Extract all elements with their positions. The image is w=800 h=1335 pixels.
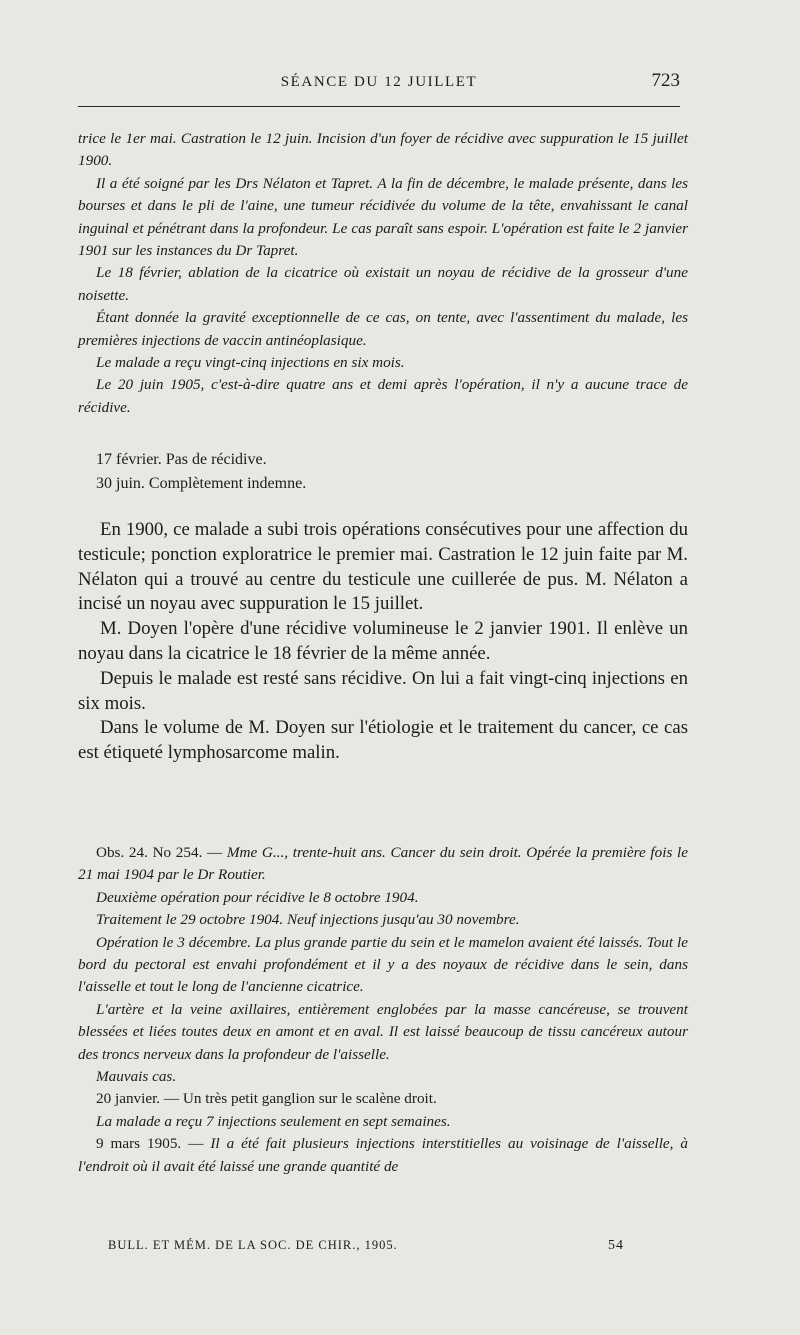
running-title: SÉANCE DU 12 JUILLET xyxy=(280,74,478,90)
case-paragraph: Le 18 février, ablation de la cicatrice où existait un noyau de récidive de la grosseur d'une noisette. xyxy=(78,264,688,304)
entry-text: Un très petit ganglion sur le scalène droit. xyxy=(182,1090,437,1108)
signature-mark: 54 xyxy=(608,1238,624,1253)
observation-entry xyxy=(78,1088,688,1110)
case-paragraph: Il a été soigné par les Drs Nélaton et Tapret. A la fin de décembre, le malade présente, dans les bourses et dans le pli de l'aine, une tumeur récidivée du volume de la tête, envahissant le canal inguinal et pénétrant dans la profondeur. Le cas paraît sans espoir. L'opération est faite le 2 janvier 1901 sur les instances du Dr Tapret. xyxy=(78,174,688,260)
observation-label: Obs. 24. No 254. — xyxy=(96,844,223,861)
publication-line: BULL. ET MÉM. DE LA SOC. DE CHIR., 1905. xyxy=(108,1238,398,1252)
observation-entry xyxy=(78,1133,688,1178)
observation-intro: Mme G..., trente-huit ans. Cancer du sein droit. Opérée la première fois le 21 mai 1904 par le Dr Routier. xyxy=(78,844,688,884)
case-paragraph: Étant donnée la gravité exceptionnelle de ce cas, on tente, avec l'assentiment du malade, les premières injections de vaccin antinéoplasique. xyxy=(78,309,688,349)
case-continued xyxy=(78,128,688,419)
followup-line: 17 février. Pas de récidive. xyxy=(96,451,267,468)
commentary xyxy=(78,518,688,766)
commentary-paragraph: M. Doyen l'opère d'une récidive volumineuse le 2 janvier 1901. Il enlève un noyau dans la cicatrice le 18 février de la même année. xyxy=(78,618,688,664)
observation-paragraph: L'artère et la veine axillaires, entièrement englobées par la masse cancéreuse, se trouvent blessées et liées toutes deux en amont et en aval. Il est laissé beaucoup de tissu cancéreux autour des troncs nerveux dans la profondeur de l'aisselle. xyxy=(78,1000,688,1063)
observation-paragraph: La malade a reçu 7 injections seulement en sept semaines. xyxy=(96,1112,451,1130)
observation-paragraph: Deuxième opération pour récidive le 8 octobre 1904. xyxy=(96,888,419,906)
page-header xyxy=(78,66,680,102)
page-number: 723 xyxy=(651,70,680,91)
commentary-paragraph: En 1900, ce malade a subi trois opérations consécutives pour une affection du testicule; ponction exploratrice le premier mai. Castration le 12 juin faite par M. Nélaton qui a trouvé au centre du testicule une cuillerée de pus. M. Nélaton a incisé un noyau avec suppuration le 15 juillet. xyxy=(78,519,688,615)
observation-paragraph: Traitement le 29 octobre 1904. Neuf injections jusqu'au 30 novembre. xyxy=(96,911,520,929)
entry-date: 9 mars 1905. — xyxy=(96,1135,204,1153)
case-paragraph: Le malade a reçu vingt-cinq injections en six mois. xyxy=(96,354,405,372)
commentary-paragraph: Dans le volume de M. Doyen sur l'étiologie et le traitement du cancer, ce cas est étiqueté lymphosarcome malin. xyxy=(78,717,688,764)
observation-24 xyxy=(78,842,688,1178)
commentary-paragraph: Depuis le malade est resté sans récidive. On lui a fait vingt-cinq injections en six mois. xyxy=(78,667,688,714)
observation-paragraph: Mauvais cas. xyxy=(96,1068,177,1086)
page-footer xyxy=(108,1238,624,1262)
entry-text: Il a été fait plusieurs injections interstitielles au voisinage de l'aisselle, à l'endroit où il avait été laissé une grande quantité de xyxy=(78,1135,689,1175)
case-paragraph: Le 20 juin 1905, c'est-à-dire quatre ans et demi après l'opération, il n'y a aucune trace de récidive. xyxy=(78,376,688,416)
header-rule xyxy=(78,106,680,107)
case-paragraph: trice le 1er mai. Castration le 12 juin. Incision d'un foyer de récidive avec suppuration le 15 juillet 1900. xyxy=(78,130,688,170)
followup-line: 30 juin. Complètement indemne. xyxy=(96,475,307,492)
entry-date: 20 janvier. — xyxy=(96,1090,180,1108)
followup-notes xyxy=(78,448,688,496)
observation-heading xyxy=(78,842,688,887)
observation-paragraph: Opération le 3 décembre. La plus grande partie du sein et le mamelon avaient été laissés. Tout le bord du pectoral est envahi profondément et il y a des noyaux de récidive dans le sein, dans l'aisselle et tout le long de l'ancienne cicatrice. xyxy=(78,933,688,996)
